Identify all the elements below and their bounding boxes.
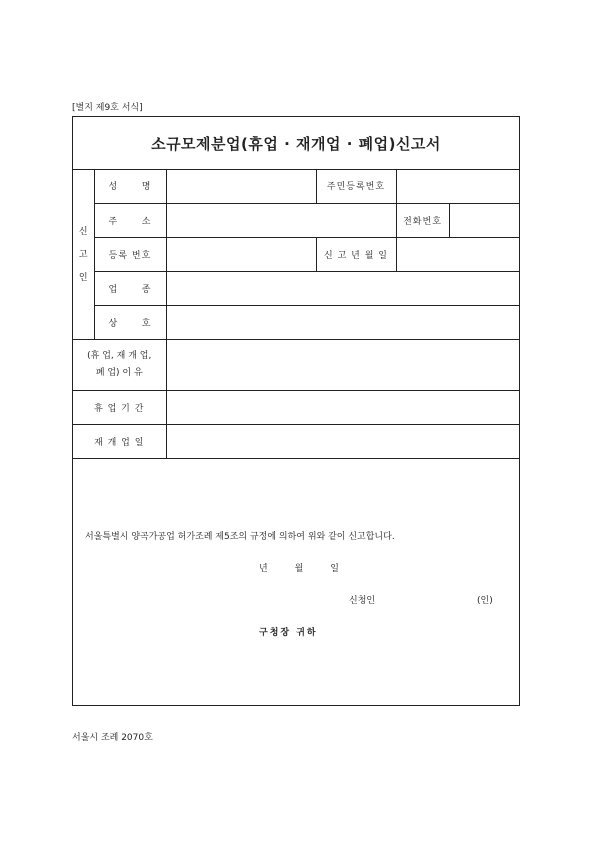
report-form (72, 116, 520, 706)
addressee: 구청장 귀하 (259, 628, 318, 638)
ordinance-footer: 서울시 조례 2070호 (72, 733, 153, 743)
resident-no-field[interactable] (396, 169, 519, 203)
registration-no-field[interactable] (166, 237, 316, 271)
closure-period-label: 휴 업 기 간 (73, 390, 166, 424)
closure-period-field[interactable] (166, 390, 519, 424)
report-date-field[interactable] (396, 237, 519, 271)
seal-mark: (인) (477, 596, 493, 606)
phone-label: 전화번호 (396, 203, 449, 237)
address-field[interactable] (166, 203, 396, 237)
phone-field[interactable] (449, 203, 519, 237)
declaration-section (73, 455, 519, 707)
address-label: 주 소 (94, 203, 166, 237)
form-grid (73, 169, 519, 459)
reporter-char-1: 신 (78, 227, 88, 238)
reopen-date-field[interactable] (166, 424, 519, 458)
name-field[interactable] (166, 169, 316, 203)
year-label: 년 (259, 564, 268, 574)
business-type-label: 업 종 (94, 271, 166, 305)
name-label: 성 명 (94, 169, 166, 203)
reason-label: (휴 업, 재 개 업, 폐 업) 이 유 (73, 339, 166, 390)
reopen-date-label: 재 개 업 일 (73, 424, 166, 458)
trade-name-label: 상 호 (94, 305, 166, 339)
month-label: 월 (294, 564, 304, 574)
declaration-text: 서울특별시 양곡가공업 허가조례 제5조의 규정에 의하여 위와 같이 신고합니다. (85, 532, 395, 542)
day-label: 일 (330, 564, 339, 574)
registration-no-label: 등록 번호 (94, 237, 166, 271)
reporter-char-3: 인 (78, 273, 88, 284)
reporter-char-2: 고 (78, 250, 88, 261)
resident-no-label: 주민등록번호 (316, 169, 396, 203)
declaration-date (259, 561, 339, 574)
applicant-label: 신청인 (349, 596, 376, 606)
form-title: 소규모제분업(휴업 · 재개업 · 폐업)신고서 (73, 117, 519, 170)
reporter-group-label (73, 169, 94, 339)
report-date-label: 신 고 년 월 일 (316, 237, 396, 271)
business-type-field[interactable] (166, 271, 519, 305)
reason-field[interactable] (166, 339, 519, 390)
form-reference: [별지 제9호 서식] (72, 103, 143, 113)
trade-name-field[interactable] (166, 305, 519, 339)
